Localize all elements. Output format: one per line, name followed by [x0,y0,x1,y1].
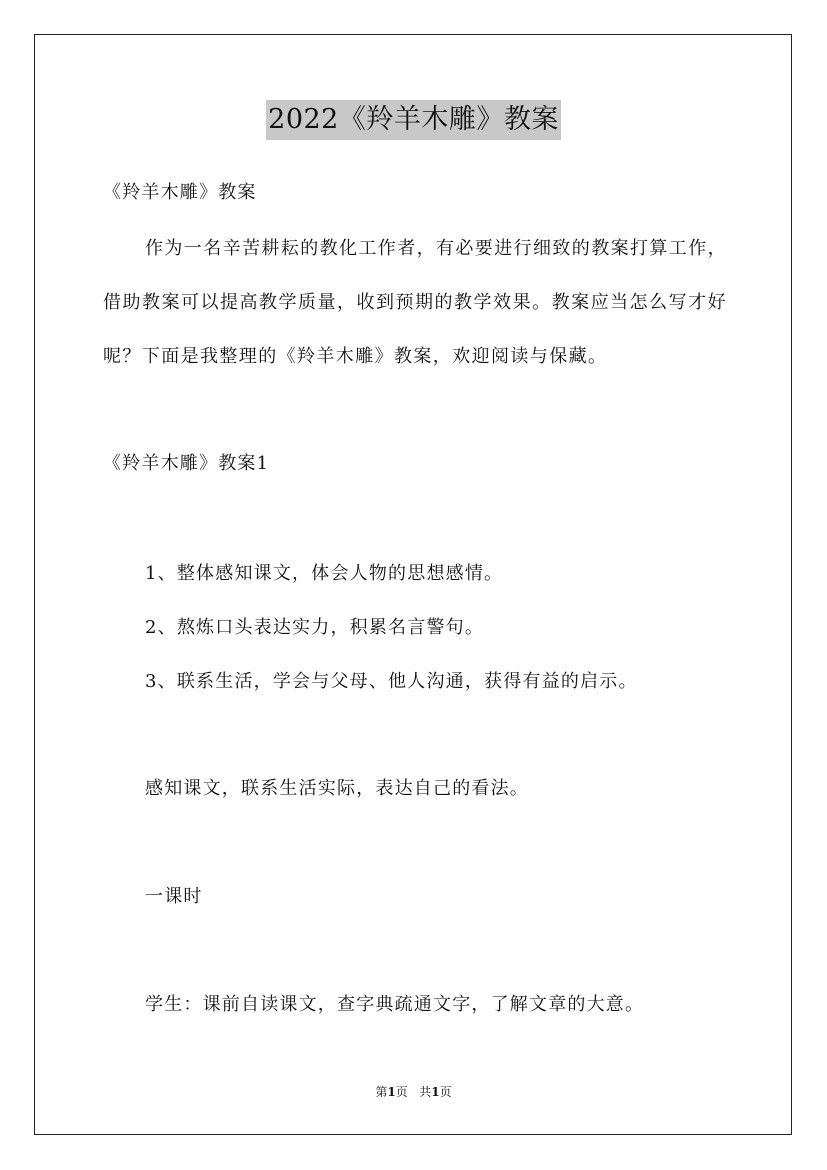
subtitle: 《羚羊木雕》教案 [103,182,257,203]
section-heading: 《羚羊木雕》教案1 [103,453,270,474]
footer-page-mid: 页 共 [395,1085,432,1099]
intro-paragraph: 作为一名辛苦耕耘的教化工作者，有必要进行细致的教案打算工作，借助教案可以提高教学质量，收到预期的教学效果。教案应当怎么写才好呢？下面是我整理的《羚羊木雕》教案，欢迎阅读与保藏。 [103,238,727,367]
footer-page-total: 1 [431,1085,440,1099]
footer-page-current: 1 [387,1085,396,1099]
duration: 一课时 [145,886,203,907]
objective-item: 1、整体感知课文，体会人物的思想感情。 [145,563,504,584]
preparation: 学生：课前自读课文，查字典疏通文字，了解文章的大意。 [145,994,645,1015]
objective-item: 3、联系生活，学会与父母、他人沟通，获得有益的启示。 [145,671,638,692]
key-point: 感知课文，联系生活实际，表达自己的看法。 [145,778,529,799]
objective-item: 2、熬炼口头表达实力，积累名言警句。 [145,617,485,638]
footer-page-suffix: 页 [439,1085,452,1099]
footer-page-prefix: 第 [375,1085,388,1099]
page-footer [0,1084,827,1100]
title-container [0,100,827,140]
document-title: 2022《羚羊木雕》教案 [266,100,561,140]
